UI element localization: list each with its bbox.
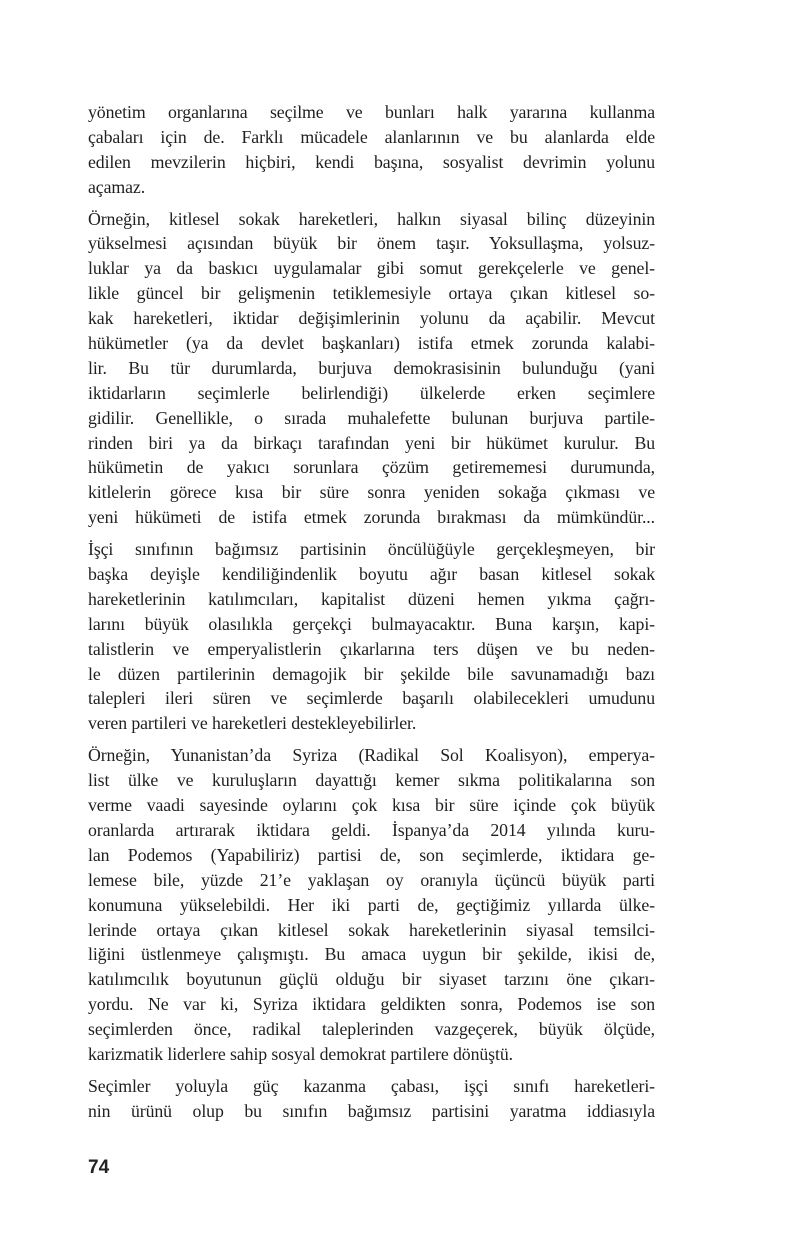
text-line: yordu. Ne var ki, Syriza iktidara geldikten sonra, Podemos ise son	[88, 994, 655, 1015]
text-line: luklar ya da baskıcı uygulamalar gibi somut gerekçelerle ve genel-	[88, 258, 655, 279]
text-line: veren partileri ve hareketleri destekleyebilirler.	[88, 713, 417, 734]
paragraph	[88, 1074, 655, 1124]
text-line: başka deyişle kendiliğindenlik boyutu ağır basan kitlesel sokak	[88, 564, 655, 585]
text-line: hükümetin de yakıcı sorunlara çözüm getirememesi durumunda,	[88, 457, 655, 478]
text-line: kak hareketleri, iktidar değişimlerinin yolunu da açabilir. Mevcut	[88, 308, 655, 329]
text-line: katılımcılık boyutunun güçlü olduğu bir siyaset tarzını öne çıkarı-	[88, 969, 655, 990]
text-line: Seçimler yoluyla güç kazanma çabası, işçi sınıfı hareketleri-	[88, 1075, 655, 1096]
text-line: seçimlerden önce, radikal taleplerinden vazgeçerek, büyük ölçüde,	[88, 1019, 655, 1040]
text-line: lemese bile, yüzde 21’e yaklaşan oy oranıyla üçüncü büyük parti	[88, 869, 655, 890]
text-line: edilen mevzilerin hiçbiri, kendi başına, sosyalist devrimin yolunu	[88, 151, 655, 172]
text-line: hükümetler (ya da devlet başkanları) istifa etmek zorunda kalabi-	[88, 333, 655, 354]
text-line: list ülke ve kuruluşların dayattığı kemer sıkma politikalarına son	[88, 770, 655, 791]
text-line: nin ürünü olup bu sınıfın bağımsız partisini yaratma iddiasıyla	[88, 1100, 655, 1121]
paragraph	[88, 743, 655, 1067]
text-line: Örneğin, Yunanistan’da Syriza (Radikal Sol Koalisyon), emperya-	[88, 745, 655, 766]
text-line: iktidarların seçimlerle belirlendiği) ülkelerde erken seçimlere	[88, 382, 655, 403]
text-line: liğini üstlenmeye çalışmıştı. Bu amaca uygun bir şekilde, ikisi de,	[88, 944, 655, 965]
text-line: talepleri ileri süren ve seçimlerde başarılı olabilecekleri umudunu	[88, 688, 655, 709]
text-line: oranlarda artırarak iktidara geldi. İspanya’da 2014 yılında kuru-	[88, 819, 655, 840]
text-line: rinden biri ya da birkaçı tarafından yeni bir hükümet kurulur. Bu	[88, 432, 655, 453]
paragraph	[88, 207, 655, 531]
text-line: talistlerin ve emperyalistlerin çıkarlarına ters düşen ve bu neden-	[88, 638, 655, 659]
text-line: çabaları için de. Farklı mücadele alanlarının ve bu alanlarda elde	[88, 126, 655, 147]
text-line: yönetim organlarına seçilme ve bunları halk yararına kullanma	[88, 102, 655, 122]
paragraph	[88, 537, 655, 736]
text-line: lerinde ortaya çıkan kitlesel sokak hareketlerinin siyasal temsilci-	[88, 919, 655, 940]
text-line: verme vaadi sayesinde oylarını çok kısa bir süre içinde çok büyük	[88, 795, 655, 816]
text-line: yeni hükümeti de istifa etmek zorunda bırakması da mümkündür...	[88, 507, 655, 528]
text-line: kitlelerin görece kısa bir süre sonra yeniden sokağa çıkması ve	[88, 482, 655, 503]
text-line: hareketlerinin katılımcıları, kapitalist düzeni hemen yıkma çağrı-	[88, 588, 655, 609]
text-line: yükselmesi açısından büyük bir önem taşır. Yoksullaşma, yolsuz-	[88, 233, 655, 254]
page-text	[88, 100, 655, 1131]
page-number: 74	[88, 1157, 110, 1178]
text-line: İşçi sınıfının bağımsız partisinin öncülüğüyle gerçekleşmeyen, bir	[88, 539, 655, 560]
text-line: le düzen partilerinin demagojik bir şekilde bile savunamadığı bazı	[88, 663, 655, 684]
text-line: karizmatik liderlere sahip sosyal demokrat partilere dönüştü.	[88, 1043, 513, 1064]
text-line: açamaz.	[88, 176, 146, 197]
text-line: gidilir. Genellikle, o sırada muhalefette bulunan burjuva partile-	[88, 407, 655, 428]
paragraph	[88, 100, 655, 200]
text-line: larını büyük olasılıkla gerçekçi bulmayacaktır. Buna karşın, kapi-	[88, 613, 655, 634]
text-line: Örneğin, kitlesel sokak hareketleri, halkın siyasal bilinç düzeyinin	[88, 208, 655, 229]
text-line: likle güncel bir gelişmenin tetiklemesiyle ortaya çıkan kitlesel so-	[88, 283, 655, 304]
text-line: lan Podemos (Yapabiliriz) partisi de, son seçimlerde, iktidara ge-	[88, 844, 655, 865]
text-line: lir. Bu tür durumlarda, burjuva demokrasisinin bulunduğu (yani	[88, 357, 655, 378]
text-line: konumuna yükselebildi. Her iki parti de, geçtiğimiz yıllarda ülke-	[88, 894, 655, 915]
